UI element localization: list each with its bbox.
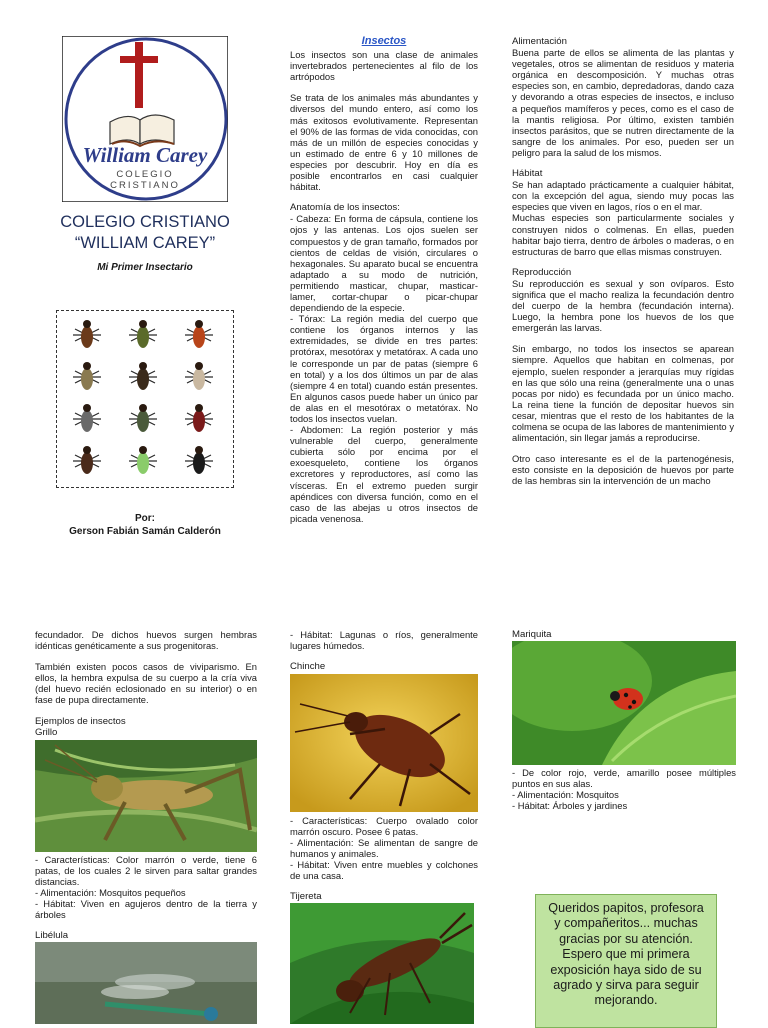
libelula-photo	[35, 942, 257, 1024]
thank-you-note: Queridos papitos, profesora y compañeritos... muchas gracias por su atención. Espero que mi primera exposición haya sido de su agrado y sirva para seguir mejorando.	[535, 894, 717, 1028]
tijereta-photo	[290, 903, 474, 1024]
insect-icon	[185, 362, 213, 390]
logo-name: William Carey	[82, 143, 208, 167]
grillo-text: - Características: Color marrón o verde, tiene 6 patas, de los cuales 2 le sirven para saltar grandes distancias. - Alimentación: Mosquitos pequeños - Hábitat: Viven en agujeros dentro de la tierra y árboles	[35, 854, 257, 921]
insect-icon	[73, 320, 101, 348]
mariquita-photo	[512, 641, 736, 765]
reproduction-heading: Reproducción	[512, 266, 572, 278]
insect-icon	[129, 446, 157, 474]
school-title: COLEGIO CRISTIANO “WILLIAM CAREY”	[60, 213, 230, 252]
anatomy-text: - Cabeza: En forma de cápsula, contiene los ojos y las antenas. Los ojos suelen ser compuestos y de gran tamaño, formados por cientos de celdas de visión, circulares o hexagonales. Su aparato bucal se encuentra adaptado a su modo de nutrición, permitiendo masticar, chupar, masticar-lamer, cortar-chupar o picar-chupar dependiendo de la especie. - Tórax: La región media del cuerpo que contiene los órganos internos y las extremidades, se divide en tres partes: protórax, mesotórax y metatórax. A cada uno le corresponde un par de patas (siempre 6 en total) y a los dos últimos un par de alas (siempre 4 en total) cuando están presentes. En algunos casos puede haber un único par de alas en el mesotórax o metatórax. No todos los insectos vuelan. - Abdomen: La región posterior y más vulnerable del cuerpo, generalmente cubierta sólo por encima por el exoesqueleto, contiene los órganos excretores y reproductores, así como las vísceras. En el extremo pueden surgir apéndices con diversa función, como en el caso de las abejas u otros insectos de picada venenosa.	[290, 213, 478, 524]
insect-collage	[56, 310, 234, 488]
anatomy-heading: Anatomía de los insectos:	[290, 202, 400, 214]
insect-icon	[129, 320, 157, 348]
insect-icon	[73, 446, 101, 474]
habitat-text: Se han adaptado prácticamente a cualquier hábitat, con la excepción del agua, siendo muy pocas las especies que viven en lagos, ríos o en el mar. Muchas especies son particularmente sociales y construyen nidos o colmenas. En ellas, pueden habitar bajo tierra, dentro de árboles o maderas, o en estructuras de barro que ellas mismas construyen.	[512, 179, 734, 257]
grillo-photo	[35, 740, 257, 852]
insect-icon	[185, 320, 213, 348]
column-three: Alimentación Buena parte de ellos se alimenta de las plantas y vegetales, otros se alimentan de residuos y materia orgánica en descomposición. Y muchas otras especies son, en cambio, depredadoras, dando caza y devorando a otras especies de insectos, e incluso a pequeños mamíferos y peces, como es el caso de la mantis religiosa. Por último, existen también insectos parásitos, que se nutren directamente de la sangre de los animales. Por eso, pueden ser un peligro para la salud de los mismos. Hábitat Se han adaptado prácticamente a cualquier hábitat, con la excepción del agua, siendo muy pocas las especies que viven en lagos, ríos o en el mar. Muchas especies son particularmente sociales y construyen nidos o colmenas. En ellas, pueden habitar bajo tierra, dentro de árboles o maderas, o en estructuras de barro que ellas mismas construyen. Reproducción Su reproducción es sexual y son ovíparos. Esto significa que el macho realiza la fecundación dentro del cuerpo de la hembra (fecundación interna). Luego, la hembra pone los huevos de los que emergerán las larvas. Sin embargo, no todos los insectos se aparean siempre. Aquellos que habitan en colmenas, por ejemplo, suelen responder a jerarquías muy rígidas en las que sólo una reina (generalmente una o unas pocas por nido) es fecundada por un único macho. La reina tiene la función de depositar huevos sin cesar, mientras que el resto de los habitantes de la colmena se ocupa de las labores de mantenimiento y alimentación, sin llegar jamás a reproducirse. Otro caso interesante es el de la partenogénesis, esto consiste en la deposición de huevos por parte de las hembras sin la intervención de un macho	[512, 36, 734, 487]
author-block: Por: Gerson Fabián Samán Calderón	[69, 513, 221, 537]
school-logo	[62, 36, 228, 202]
insectos-intro: Los insectos son una clase de animales invertebrados pertenecientes al filo de los artrópodos	[290, 49, 478, 83]
mariquita-label: Mariquita	[512, 629, 552, 640]
food-heading: Alimentación	[512, 36, 567, 47]
mariquita-text: - De color rojo, verde, amarillo posee múltiples puntos en sus alas. - Alimentación: Mosquitos - Hábitat: Árboles y jardines	[512, 767, 736, 812]
insect-icon	[185, 446, 213, 474]
chinche-text: - Características: Cuerpo ovalado color marrón oscuro. Posee 6 patas. - Alimentación: Se alimentan de sangre de humanos y animales. - Hábitat: Viven entre muebles y colchones de una casa.	[290, 815, 478, 882]
subtitle: Mi Primer Insectario	[97, 262, 193, 273]
insect-icon	[73, 404, 101, 432]
insect-icon	[185, 404, 213, 432]
insect-icon	[73, 320, 213, 474]
insectos-title[interactable]: Insectos	[361, 35, 407, 47]
food-text: Buena parte de ellos se alimenta de las plantas y vegetales, otros se alimentan de residuos y materia orgánica en descomposición. Y muchas otras especies son, en cambio, depredadoras, dando caza y devorando a otras especies de insectos, e incluso a pequeños mamíferos y peces, como es el caso de la mantis religiosa. Por último, existen también insectos parásitos, que se nutren directamente de la sangre de los animales. Por eso, pueden ser un peligro para la salud de los mismos.	[512, 47, 734, 158]
svg-text:CRISTIANO: CRISTIANO	[110, 180, 180, 191]
tijereta-label: Tijereta	[290, 891, 322, 902]
insectos-description: Se trata de los animales más abundantes y diversos del mundo entero, así como los más exitosos evolutivamente. Representan el 90% de las formas de vida conocidas, con más de un millón de especies conocidas y un estimado de entre 6 y 10 millones de especies por descubrir. Hoy en día es posible encontrarlos en casi cualquier hábitat.	[290, 92, 478, 193]
libelula-label: Libélula	[35, 930, 69, 941]
chinche-label: Chinche	[290, 661, 326, 673]
insect-icon	[129, 404, 157, 432]
grillo-label: Grillo	[35, 726, 58, 738]
insect-icon	[129, 362, 157, 390]
insect-icon	[73, 362, 101, 390]
column-four: fecundador. De dichos huevos surgen hembras idénticas genéticamente a sus progenitoras. También existen pocos casos de viviparismo. En ellos, la hembra expulsa de su cuerpo a la cría viva (del huevo recién eclosionado en su interior) o en fase de pupa directamente. Ejemplos de insectos Grillo	[35, 629, 257, 738]
column-five: - Hábitat: Lagunas o ríos, generalmente lugares húmedos. Chinche	[290, 629, 478, 673]
examples-heading: Ejemplos de insectos	[35, 715, 126, 727]
svg-text:COLEGIO: COLEGIO	[116, 169, 174, 180]
chinche-photo	[290, 674, 478, 812]
insectos-section	[290, 36, 478, 534]
habitat-heading: Hábitat	[512, 168, 543, 180]
bible-icon	[110, 115, 174, 146]
